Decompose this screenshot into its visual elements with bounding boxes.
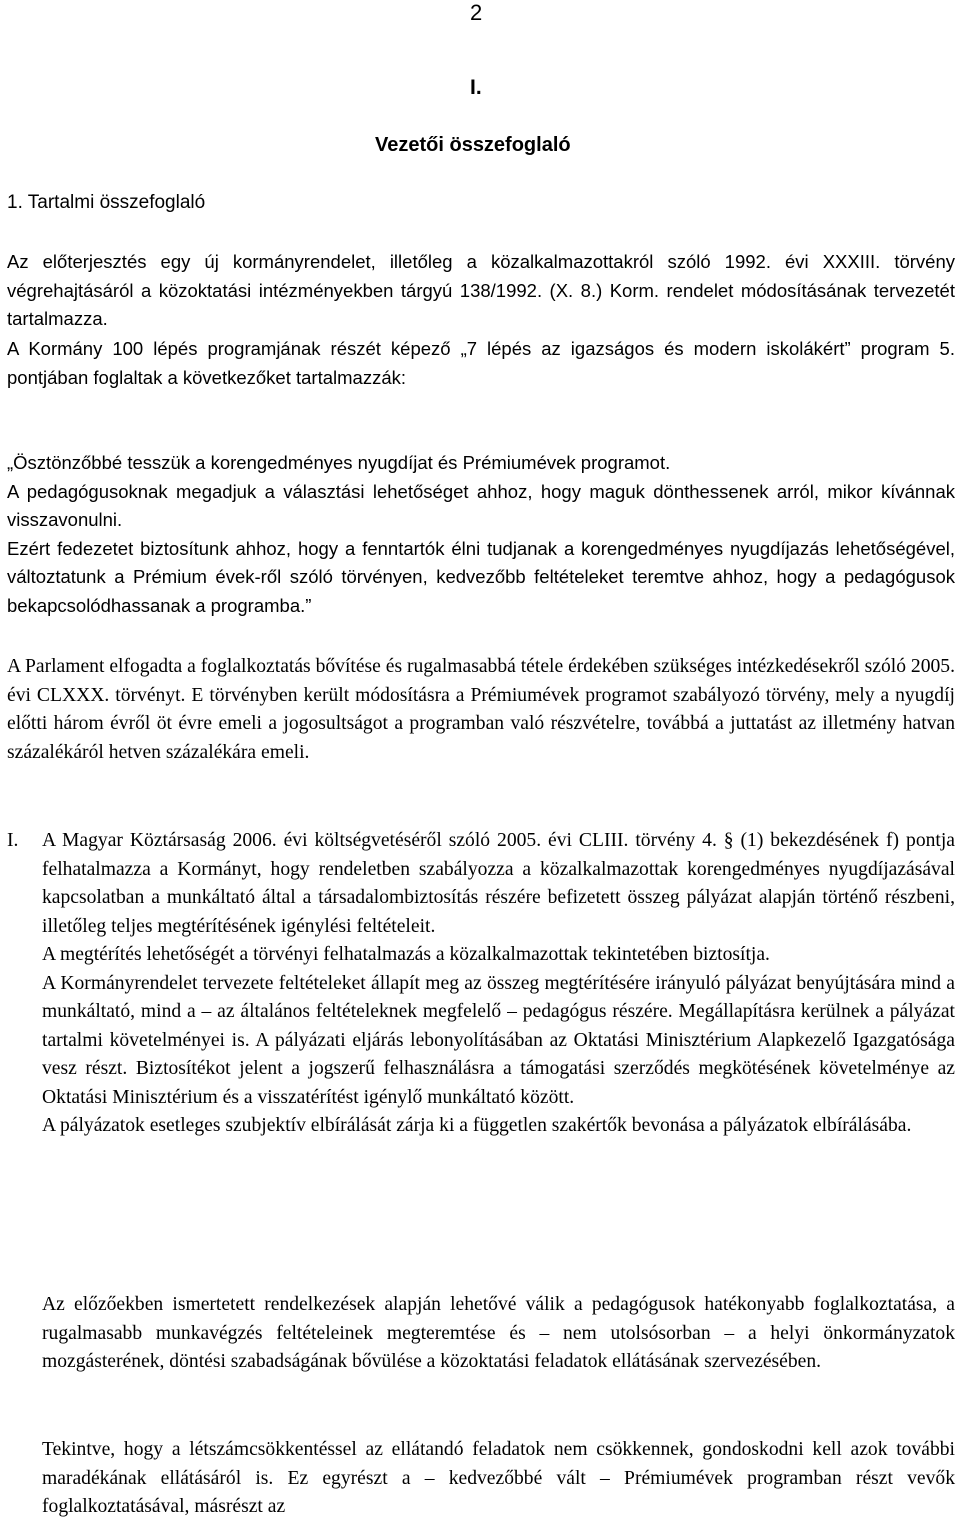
item-paragraph-4: A pályázatok esetleges szubjektív elbírálását zárja ki a független szakértők bevonása a pályázatok elbírálásába.	[42, 1115, 912, 1136]
item-paragraph-2: A megtérítés lehetőségét a törvényi felhatalmazás a közalkalmazottak tekintetében biztosítja.	[42, 944, 770, 965]
effects-paragraph	[42, 1291, 955, 1377]
item-label: I.	[7, 830, 19, 851]
effects-text: Az előzőekben ismertetett rendelkezések alapján lehetővé válik a pedagógusok hatékonyabb foglalkoztatása, a rugalmasabb munkavégzés feltételeinek megteremtése és – nem utolsósorban – a helyi önkormányzatok mozgásterének, döntési szabadságának bővülése a közoktatási feladatok ellátásának szervezésében.	[42, 1294, 955, 1372]
chapter-number: I.	[470, 76, 482, 99]
quote-paragraph-3: Ezért fedezetet biztosítunk ahhoz, hogy a fenntartók élni tudjanak a korengedményes nyugdíjazás lehetőségével, változtatunk a Prémium évek-ről szóló törvényen, kedvezőbb feltételeket teremtve ahhoz, hogy a pedagógusok bekapcsolódhassanak a programba.”	[7, 537, 955, 616]
parliament-paragraph	[7, 653, 955, 767]
item-block	[42, 827, 955, 1141]
parliament-text: A Parlament elfogadta a foglalkoztatás bővítése és rugalmasabbá tétele érdekében szükséges intézkedésekről szóló 2005. évi CLXXX. törvényt. E törvényben került módosításra a Prémiumévek programot szabályozó törvény, mely a nyugdíj előtti három évről öt évre emeli a jogosultságot a programban való részvételre, továbbá a juttatást az illetmény hatvan százalékáról hetven százalékára emeli.	[7, 656, 955, 763]
item-paragraph-1: A Magyar Köztársaság 2006. évi költségvetéséről szóló 2005. évi CLIII. törvény 4. § (1) bekezdésének f) pontja felhatalmazza a Kormányt, hogy rendeletben szabályozza a közalkalmazottak korengedményes nyugdíjazásával kapcsolatban a munkáltató által a társadalombiztosítás részére befizetett összeg pályázat alapján történő részbeni, illetőleg teljes megtérítésének igénylési feltételeit.	[42, 830, 955, 937]
section-heading: 1. Tartalmi összefoglaló	[7, 192, 206, 213]
quote-paragraph-1: „Ösztönzőbbé tesszük a korengedményes nyugdíjat és Prémiumévek programot.	[7, 452, 671, 473]
intro-paragraph	[7, 248, 955, 334]
document-title: Vezetői összefoglaló	[375, 134, 571, 156]
intro-text: Az előterjesztés egy új kormányrendelet, illetőleg a közalkalmazottakról szóló 1992. évi XXXIII. törvény végrehajtásáról a közoktatási intézményekben tárgyú 138/1992. (X. 8.) Korm. rendelet módosításának tervezetét tartalmazza.	[7, 251, 955, 329]
program-text: A Kormány 100 lépés programjának részét képező „7 lépés az igazságos és modern iskolákért” program 5. pontjában foglaltak a következőket tartalmazzák:	[7, 338, 955, 388]
page-number: 2	[470, 0, 483, 25]
quote-paragraph-2: A pedagógusoknak megadjuk a választási lehetőséget ahhoz, hogy maguk dönthessenek arról, mikor kívánnak visszavonulni.	[7, 480, 955, 530]
closing-text: Tekintve, hogy a létszámcsökkentéssel az ellátandó feladatok nem csökkennek, gondoskodni kell azok további maradékának ellátásáról is. Ez egyrészt a – kedvezőbbé vált – Prémiumévek programban részt vevők foglalkoztatásával, másrészt az	[42, 1439, 955, 1517]
closing-paragraph	[42, 1436, 955, 1522]
item-paragraph-3: A Kormányrendelet tervezete feltételeket állapít meg az összeg megtérítésére irányuló pályázat benyújtására mind a munkáltató, mind a – az általános feltételeknek megfelelő – pedagógus részére. Megállapításra kerülnek a pályázat tartalmi követelményei is. A pályázati eljárás lebonyolításában az Oktatási Minisztérium Alapkezelő Igazgatósága vesz részt. Biztosítékot jelent a jogszerű felhasználásra a támogatási szerződés megkötésének követelménye az Oktatási Minisztérium és a visszatérítést igénylő munkáltató között.	[42, 972, 955, 1108]
program-paragraph	[7, 335, 955, 392]
quote-block	[7, 449, 955, 620]
